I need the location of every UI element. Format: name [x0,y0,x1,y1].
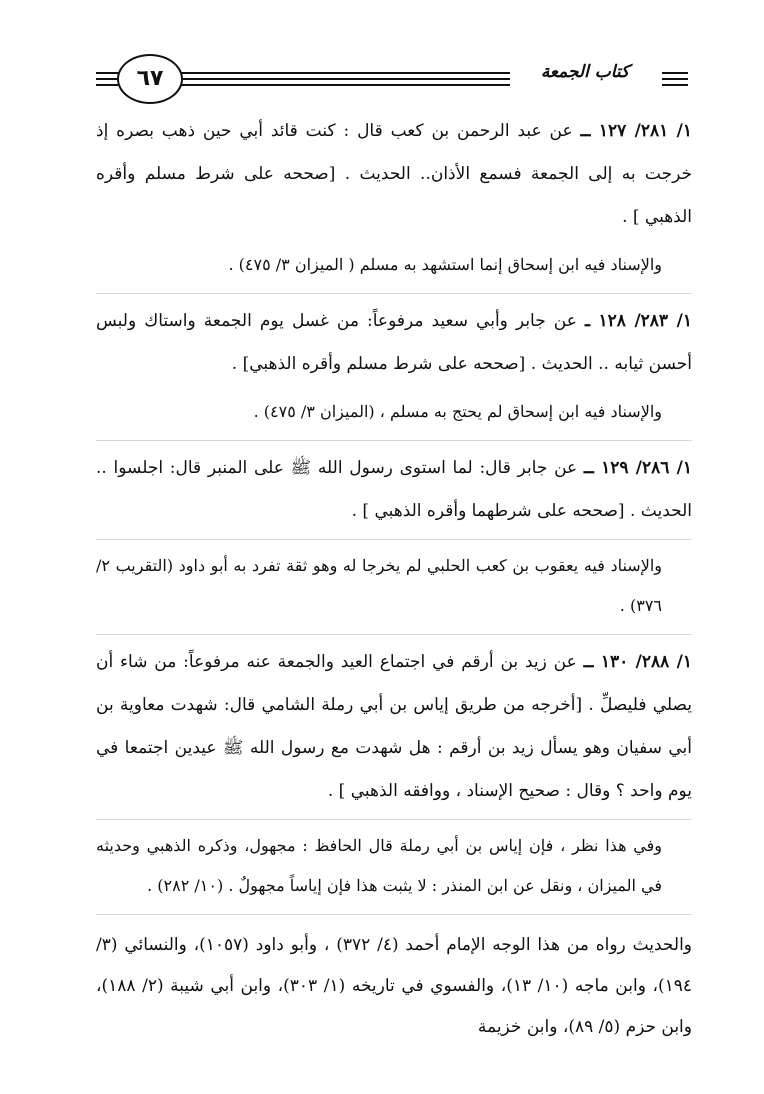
hadith-entry [96,110,692,239]
isnad-comment: وفي هذا نظر ، فإن إياس بن أبي رملة قال الحافظ : مجهول، وذكره الذهبي وحديثه في الميزان ، ونقل عن ابن المنذر : لا يثبت هذا فإن إياساً مجهولٌ . (١٠/ ٢٨٢) . [96,836,662,895]
isnad-comment: والإسناد فيه ابن إسحاق لم يحتج به مسلم ، (الميزان ٣/ ٤٧٥) . [253,402,662,421]
hadith-text: عن جابر وأبي سعيد مرفوعاً: من غسل يوم الجمعة واستاك ولبس أحسن ثيابه .. الحديث . [صححه على شرط مسلم وأقره الذهبي] . [96,311,692,374]
header-right-bars [662,72,688,90]
hadith-reference: ١/ ٢٨٨/ ١٣٠ ــ [583,652,692,672]
hadith-entry [96,447,692,533]
page-body [96,110,692,1048]
page-number: ٦٧ [117,54,183,104]
header-rule-line [165,78,510,80]
section-divider [96,440,692,441]
hadith-text: عن زيد بن أرقم في اجتماع العيد والجمعة عنه مرفوعاً: من شاء أن يصلي فليصلِّ . [أخرجه من طريق إياس بن أبي رملة الشامي قال: شهدت معاوية بن أبي سفيان وهو يسأل زيد بن أرقم : هل شهدت مع رسول الله ﷺ عيدين اجتمعا في يوم واحد ؟ وقال : صحيح الإسناد ، ووافقه الذهبي ] . [96,652,692,801]
header-rule-line [165,84,510,86]
section-divider [96,634,692,635]
section-divider [96,914,692,915]
section-divider [96,293,692,294]
hadith-text: عن جابر قال: لما استوى رسول الله ﷺ على المنبر قال: اجلسوا .. الحديث . [صححه على شرطهما وأقره الذهبي ] . [96,458,692,521]
book-title: كتاب الجمعة [540,62,630,82]
header-rule-line [165,72,510,74]
hadith-entry [96,300,692,386]
hadith-reference: ١/ ٢٨٦/ ١٢٩ ــ [583,458,692,478]
hadith-entry [96,641,692,813]
section-divider [96,539,692,540]
isnad-comment: والإسناد فيه يعقوب بن كعب الحلبي لم يخرجا له وهو ثقة تفرد به أبو داود (التقريب ٢/ ٣٧٦) . [96,556,662,615]
page-header [0,48,764,108]
hadith-reference: ١/ ٢٨١/ ١٢٧ ــ [580,121,692,141]
hadith-reference: ١/ ٢٨٣/ ١٢٨ ـ [584,311,692,331]
sources-paragraph: والحديث رواه من هذا الوجه الإمام أحمد (٤/ ٣٧٢) ، وأبو داود (١٠٥٧)، والنسائي (٣/ ١٩٤)، وابن ماجه (١٠/ ١٣)، والفسوي في تاريخه (١/ ٣٠٣)، وابن أبي شيبة (٢/ ١٨٨)، وابن حزم (٥/ ٨٩)، وابن خزيمة [96,935,693,1037]
section-divider [96,819,692,820]
hadith-text: عن عبد الرحمن بن كعب قال : كنت قائد أبي حين ذهب بصره إذ خرجت به إلى الجمعة فسمع الأذان.. الحديث . [صححه على شرط مسلم وأقره الذهبي ] . [96,121,692,227]
isnad-comment: والإسناد فيه ابن إسحاق إنما استشهد به مسلم ( الميزان ٣/ ٤٧٥) . [228,255,662,274]
